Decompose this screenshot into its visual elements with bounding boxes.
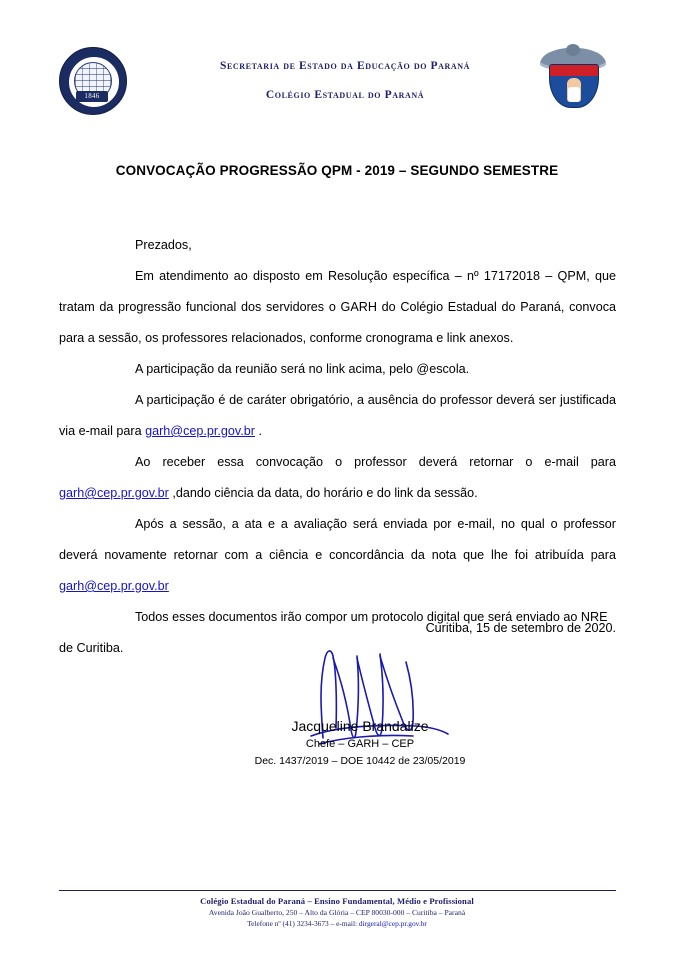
crest-shield-shape	[549, 64, 599, 108]
footer-phone-text: Telefone nº (41) 3234-3673 – e-mail:	[247, 919, 359, 928]
email-link-garh-1[interactable]: garh@cep.pr.gov.br	[145, 424, 255, 438]
paragraph-2: A participação da reunião será no link acima, pelo @escola.	[135, 362, 470, 376]
document-body	[59, 230, 616, 664]
footer-divider	[59, 890, 616, 891]
crest-red-band	[550, 65, 598, 76]
paragraph-3-text-after: .	[254, 424, 262, 438]
paragraph-greeting: Prezados,	[135, 238, 192, 252]
paragraph-3-text-before: A participação é de caráter obrigatório, a ausência do professor deverá ser justificada via e-mail para	[59, 393, 616, 438]
email-link-garh-3[interactable]: garh@cep.pr.gov.br	[59, 579, 169, 593]
document-header	[0, 42, 674, 122]
paragraph-4-text-before: Ao receber essa convocação o professor deverá retornar o e-mail para	[135, 455, 616, 469]
signature-name: Jacqueline Brandalize	[291, 718, 429, 734]
paragraph-5	[59, 509, 616, 602]
date-line: Curitiba, 15 de setembro de 2020.	[425, 621, 616, 635]
signature-role: Chefe – GARH – CEP	[305, 738, 415, 750]
email-link-garh-2[interactable]: garh@cep.pr.gov.br	[59, 486, 169, 500]
paragraph-1: Em atendimento ao disposto em Resolução específica – nº 17172018 – QPM, que tratam da progressão funcional dos servidores o GARH do Colégio Estadual do Paraná, convoca para a sessão, os professores relacionados, conforme cronograma e link anexos.	[59, 269, 616, 345]
paragraph-5-text-before: Após a sessão, a ata e a avaliação será enviada por e-mail, no qual o professor deverá novamente retornar com a ciência e concordância da nota que lhe foi atribuída para	[59, 517, 616, 562]
seal-year-caption: 1846	[76, 91, 108, 102]
footer-line-2: Avenida João Gualberto, 250 – Alto da Glória – CEP 80030-000 – Curitiba – Paraná	[208, 908, 466, 917]
paragraph-3	[59, 385, 616, 447]
org-line-2: Colégio Estadual do Paraná	[265, 89, 425, 101]
signature-decree: Dec. 1437/2019 – DOE 10442 de 23/05/2019	[254, 755, 466, 767]
crest-figure	[567, 78, 581, 102]
paragraph-6: Todos esses documentos irão compor um protocolo digital que será enviado ao NRE de Curitiba.	[59, 610, 608, 655]
header-title-block	[150, 60, 540, 101]
footer-line-3	[0, 919, 674, 928]
paragraph-4-text-after: ,dando ciência da data, do horário e do link da sessão.	[168, 486, 478, 500]
paragraph-4	[59, 447, 616, 509]
signature-block	[245, 640, 475, 780]
colegio-estadual-do-parana-crest-icon	[540, 42, 606, 116]
footer-email[interactable]: dirgeral@cep.pr.gov.br	[358, 919, 427, 928]
page-title: CONVOCAÇÃO PROGRESSÃO QPM - 2019 – SEGUNDO SEMESTRE	[115, 163, 559, 178]
document-footer	[0, 896, 674, 928]
footer-line-1: Colégio Estadual do Paraná – Ensino Fundamental, Médio e Profissional	[200, 896, 474, 906]
colegio-estadual-do-parana-seal-icon	[59, 47, 125, 113]
org-line-1: Secretaria de Estado da Educação do Paraná	[219, 60, 471, 72]
